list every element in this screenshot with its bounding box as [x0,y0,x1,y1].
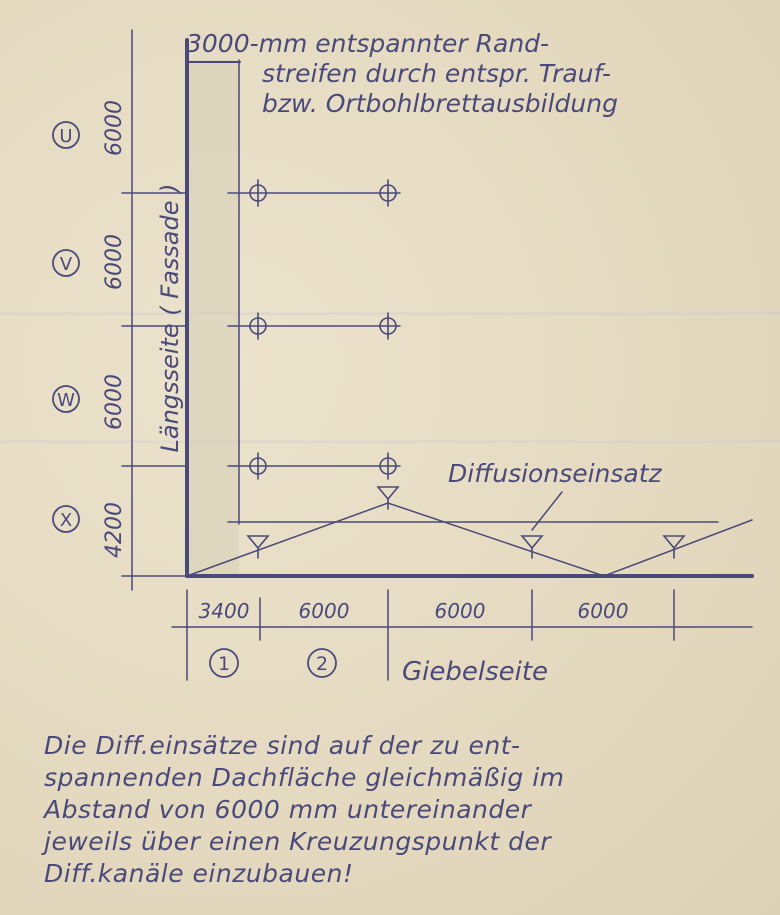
top-note-line-3: bzw. Ortbohlbrettausbildung [262,89,618,118]
top-note-line-1: 3000-mm entspannter Rand- [186,29,550,58]
diffusion-label: Diffusionseinsatz [448,459,662,488]
svg-text:V: V [59,254,73,275]
row-label-u [53,122,79,148]
col-dim-2: 6000 [298,599,350,623]
row-label-w [53,386,79,412]
svg-text:X: X [59,510,73,531]
note-line: spannenden Dachfläche gleichmäßig im [44,763,565,792]
row-dim-x: 4200 [102,502,127,558]
note-line: Die Diff.einsätze sind auf der zu ent- [44,731,521,760]
col-label-1 [210,649,238,677]
svg-text:U: U [59,126,73,147]
note-line: Diff.kanäle einzubauen! [44,859,354,888]
col-dim-3: 6000 [434,599,486,623]
note-line: jeweils über einen Kreuzungspunkt der [44,827,552,856]
edge-strip-shading [187,60,239,575]
col-dim-1: 3400 [198,599,250,623]
top-note-line-2: streifen durch entspr. Trauf- [262,59,611,88]
row-dim-w: 6000 [102,374,127,430]
fassade-axis-label: Längsseite ( Fassade ) [156,183,184,453]
svg-text:1: 1 [217,653,231,675]
giebel-axis-label: Giebelseite [402,657,549,687]
row-dim-v: 6000 [102,234,127,290]
svg-text:W: W [57,390,75,411]
vent-markers [250,180,396,479]
row-label-v [53,250,79,276]
note-line: Abstand von 6000 mm untereinander [44,795,532,824]
col-dim-4: 6000 [577,599,629,623]
svg-text:2: 2 [315,653,329,675]
col-label-2 [308,649,336,677]
row-label-x [53,506,79,532]
instruction-note [44,730,764,890]
row-dim-u: 6000 [102,100,127,156]
diffusion-leader-line [532,492,562,530]
